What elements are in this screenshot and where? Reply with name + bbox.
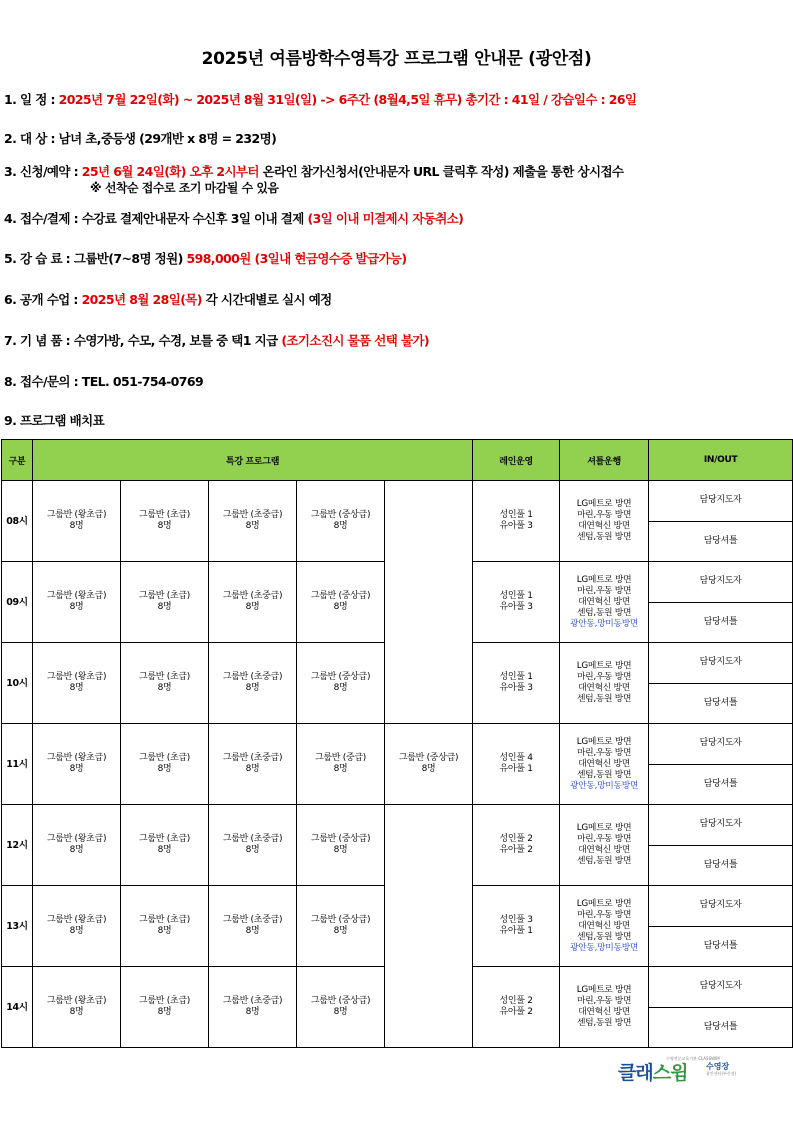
group-name: 그룹반 (초중급) [222, 591, 283, 601]
logo-side-text: 수영장 [706, 1062, 730, 1071]
shuttle-line: 마린,우동 방면 [576, 672, 632, 682]
info-gift [4, 331, 789, 349]
info-apply-label: 3. 신청/예약 : [4, 164, 79, 179]
group-name: 그룹반 (중상급) [310, 915, 371, 925]
shuttle-line: 대연혁신 방면 [578, 521, 630, 531]
lane-cell [473, 886, 560, 967]
group-cell [121, 481, 209, 562]
group-name: 그룹반 (왕초급) [46, 672, 107, 682]
shuttle-line: 마린,우동 방면 [576, 747, 632, 758]
time-cell: 11시 [2, 724, 33, 805]
shuttle-line: LG메트로 방면 [576, 985, 632, 995]
group-cell [209, 643, 297, 724]
group-capacity: 8명 [245, 845, 260, 855]
group-cell [121, 886, 209, 967]
group-cell [121, 967, 209, 1048]
shuttle-line: 마린,우동 방면 [576, 909, 632, 920]
group-capacity: 8명 [157, 764, 172, 774]
info-gift-value: 수영가방, 수모, 수경, 보틀 중 택1 지급 [73, 333, 282, 348]
group-capacity: 8명 [157, 845, 172, 855]
shuttle-cell [560, 886, 649, 967]
shuttle-cell [560, 562, 649, 643]
group-name: 그룹반 (중상급) [310, 672, 371, 682]
info-apply-value: 온라인 참가신청서(안내문자 URL 클릭후 작성) 제출을 통한 상시접수 [258, 164, 624, 179]
shuttle-line: 센텀,동원 방면 [576, 607, 632, 618]
header-program: 특강 프로그램 [33, 440, 473, 481]
lane-cell [473, 643, 560, 724]
group-cell [209, 481, 297, 562]
info-open-class [4, 290, 789, 308]
lane-line: 성인풀 4 [499, 753, 533, 763]
time-cell: 08시 [2, 481, 33, 562]
logo-text: 클래스윔 [618, 1062, 688, 1084]
shuttle-line: 마린,우동 방면 [576, 585, 632, 596]
group-capacity: 8명 [69, 845, 84, 855]
shuttle-line: 센텀,동원 방면 [576, 532, 632, 542]
empty-cell [385, 481, 473, 724]
info-open-class-label: 6. 공개 수업 : [4, 292, 78, 307]
info-gift-label: 7. 기 념 품 : [4, 333, 71, 348]
lane-cell [473, 481, 560, 562]
group-capacity: 8명 [157, 602, 172, 612]
group-name: 그룹반 (초급) [139, 672, 190, 682]
group-capacity: 8명 [333, 602, 348, 612]
info-apply [4, 162, 789, 198]
info-contact [4, 372, 789, 390]
group-cell [121, 805, 209, 886]
info-gift-warning: (조기소진시 물품 선택 불가) [281, 333, 430, 348]
info-target [4, 129, 789, 147]
shuttle-cell [560, 967, 649, 1048]
info-payment-label: 4. 접수/결제 : [4, 211, 79, 226]
out-cell: 담당셔틀 [649, 764, 793, 805]
info-open-class-date: 2025년 8월 28일(목) [81, 292, 202, 307]
shuttle-line: LG메트로 방면 [576, 898, 632, 909]
group-cell [209, 886, 297, 967]
group-cell [33, 805, 121, 886]
lane-line: 성인풀 1 [499, 672, 533, 682]
shuttle-line-extra: 광안동,망미동방면 [570, 942, 639, 953]
group-capacity: 8명 [157, 521, 172, 531]
table-row [2, 481, 793, 522]
shuttle-line: 센텀,동원 방면 [576, 856, 632, 866]
group-name: 그룹반 (왕초급) [46, 591, 107, 601]
info-fee [4, 249, 789, 267]
out-cell: 담당셔틀 [649, 1007, 793, 1048]
info-schedule [4, 90, 789, 108]
time-cell: 09시 [2, 562, 33, 643]
group-name: 그룹반 (왕초급) [46, 915, 107, 925]
lane-line: 유아풀 2 [499, 845, 533, 855]
lane-line: 성인풀 3 [499, 915, 533, 925]
group-name: 그룹반 (초급) [139, 753, 190, 763]
group-cell [297, 643, 385, 724]
group-name: 그룹반 (초중급) [222, 834, 283, 844]
group-cell [297, 481, 385, 562]
group-cell [121, 643, 209, 724]
empty-cell [385, 805, 473, 1048]
info-fee-price: 598,000원 (3일내 현금영수증 발급가능) [186, 251, 407, 266]
table-row [2, 805, 793, 846]
group-capacity: 8명 [333, 926, 348, 936]
shuttle-line: LG메트로 방면 [576, 661, 632, 671]
shuttle-line-extra: 광안동,망미동방면 [570, 618, 639, 629]
group-capacity: 8명 [333, 1007, 348, 1017]
group-name: 그룹반 (중상급) [310, 510, 371, 520]
shuttle-cell [560, 481, 649, 562]
group-capacity: 8명 [333, 845, 348, 855]
group-name: 그룹반 (초중급) [222, 510, 283, 520]
group-cell [209, 805, 297, 886]
shuttle-line: LG메트로 방면 [576, 574, 632, 585]
time-cell: 14시 [2, 967, 33, 1048]
group-name: 그룹반 (초중급) [222, 915, 283, 925]
group-cell [297, 562, 385, 643]
lane-line: 유아풀 2 [499, 1007, 533, 1017]
table-heading: 9. 프로그램 배치표 [4, 413, 105, 428]
shuttle-line: LG메트로 방면 [576, 823, 632, 833]
group-name: 그룹반 (초급) [139, 915, 190, 925]
group-name: 그룹반 (중급) [315, 753, 366, 763]
group-name: 그룹반 (초급) [139, 591, 190, 601]
out-cell: 담당셔틀 [649, 602, 793, 643]
shuttle-line: LG메트로 방면 [576, 499, 632, 509]
out-cell: 담당셔틀 [649, 926, 793, 967]
group-capacity: 8명 [157, 683, 172, 693]
lane-line: 성인풀 2 [499, 996, 533, 1006]
info-payment [4, 209, 789, 227]
time-cell: 13시 [2, 886, 33, 967]
in-cell: 담당지도자 [649, 967, 793, 1008]
info-target-label: 2. 대 상 : [4, 131, 55, 146]
lane-line: 성인풀 1 [499, 591, 533, 601]
group-capacity: 8명 [333, 683, 348, 693]
in-cell: 담당지도자 [649, 805, 793, 846]
info-apply-note: ※ 선착순 접수로 조기 마감될 수 있음 [90, 181, 279, 195]
header-shuttle: 셔틀운행 [560, 440, 649, 481]
group-cell [209, 562, 297, 643]
group-name: 그룹반 (초급) [139, 996, 190, 1006]
shuttle-cell [560, 643, 649, 724]
logo-small-text: 수영전문교육기관 CLASSWIM [666, 1056, 720, 1061]
group-name: 그룹반 (중상급) [310, 834, 371, 844]
shuttle-cell [560, 724, 649, 805]
shuttle-cell [560, 805, 649, 886]
out-cell: 담당셔틀 [649, 521, 793, 562]
group-cell [121, 562, 209, 643]
brand-logo [618, 1055, 768, 1084]
group-capacity: 8명 [157, 926, 172, 936]
group-cell [33, 724, 121, 805]
program-table [1, 439, 793, 1048]
shuttle-line: 대연혁신 방면 [578, 1007, 630, 1017]
out-cell: 담당셔틀 [649, 683, 793, 724]
group-capacity: 8명 [333, 521, 348, 531]
info-payment-warning: (3일 이내 미결제시 자동취소) [307, 211, 464, 226]
shuttle-line-extra: 광안동,망미동방면 [570, 780, 639, 791]
group-name: 그룹반 (중상급) [310, 591, 371, 601]
lane-line: 유아풀 3 [499, 602, 533, 612]
group-capacity: 8명 [245, 602, 260, 612]
info-schedule-value: 2025년 7월 22일(화) ~ 2025년 8월 31일(일) -> 6주간 (8월4,5일 휴무) 총기간 : 41일 / 강습일수 : 26일 [58, 92, 637, 107]
group-cell [33, 643, 121, 724]
shuttle-line: 센텀,동원 방면 [576, 769, 632, 780]
lane-line: 성인풀 1 [499, 510, 533, 520]
in-cell: 담당지도자 [649, 724, 793, 765]
shuttle-line: 마린,우동 방면 [576, 510, 632, 520]
info-apply-date: 25년 6월 24일(화) 오후 2시부터 [81, 164, 259, 179]
shuttle-line: 대연혁신 방면 [578, 845, 630, 855]
group-cell [385, 724, 473, 805]
lane-line: 유아풀 1 [499, 926, 533, 936]
lane-cell [473, 967, 560, 1048]
in-cell: 담당지도자 [649, 481, 793, 522]
group-name: 그룹반 (중상급) [398, 753, 459, 763]
info-contact-value: TEL. 051-754-0769 [81, 374, 204, 389]
shuttle-line: 대연혁신 방면 [578, 596, 630, 607]
in-cell: 담당지도자 [649, 562, 793, 603]
group-name: 그룹반 (왕초급) [46, 510, 107, 520]
group-capacity: 8명 [245, 764, 260, 774]
shuttle-line: 센텀,동원 방면 [576, 694, 632, 704]
in-cell: 담당지도자 [649, 886, 793, 927]
group-capacity: 8명 [333, 764, 348, 774]
lane-line: 유아풀 3 [499, 683, 533, 693]
group-cell [33, 967, 121, 1048]
group-capacity: 8명 [69, 1007, 84, 1017]
group-capacity: 8명 [157, 1007, 172, 1017]
group-capacity: 8명 [245, 926, 260, 936]
group-name: 그룹반 (중상급) [310, 996, 371, 1006]
lane-line: 유아풀 1 [499, 764, 533, 774]
in-cell: 담당지도자 [649, 643, 793, 684]
shuttle-line: 마린,우동 방면 [576, 834, 632, 844]
lane-line: 유아풀 3 [499, 521, 533, 531]
shuttle-line: 대연혁신 방면 [578, 758, 630, 769]
group-capacity: 8명 [69, 521, 84, 531]
shuttle-line: 센텀,동원 방면 [576, 931, 632, 942]
info-schedule-label: 1. 일 정 : [4, 92, 55, 107]
info-payment-value: 수강료 결제안내문자 수신후 3일 이내 결제 [81, 211, 308, 226]
info-fee-label: 5. 강 습 료 : [4, 251, 71, 266]
shuttle-line: 대연혁신 방면 [578, 920, 630, 931]
group-name: 그룹반 (초중급) [222, 672, 283, 682]
out-cell: 담당셔틀 [649, 845, 793, 886]
group-name: 그룹반 (초중급) [222, 753, 283, 763]
group-capacity: 8명 [245, 683, 260, 693]
group-capacity: 8명 [69, 926, 84, 936]
group-name: 그룹반 (초급) [139, 834, 190, 844]
group-cell [297, 805, 385, 886]
group-capacity: 8명 [69, 764, 84, 774]
info-open-class-value: 각 시간대별로 실시 예정 [201, 292, 332, 307]
group-cell [297, 724, 385, 805]
info-target-value: 남녀 초,중등생 (29개반 x 8명 = 232명) [58, 131, 277, 146]
shuttle-line: 대연혁신 방면 [578, 683, 630, 693]
group-cell [209, 724, 297, 805]
shuttle-line: LG메트로 방면 [576, 736, 632, 747]
group-cell [33, 481, 121, 562]
group-cell [33, 886, 121, 967]
time-cell: 12시 [2, 805, 33, 886]
group-cell [297, 967, 385, 1048]
lane-cell [473, 562, 560, 643]
logo-small-text-2: 광안센터(부산점) [706, 1071, 737, 1076]
group-name: 그룹반 (왕초급) [46, 753, 107, 763]
group-capacity: 8명 [69, 683, 84, 693]
time-cell: 10시 [2, 643, 33, 724]
lane-cell [473, 805, 560, 886]
header-lane: 레인운영 [473, 440, 560, 481]
group-cell [297, 886, 385, 967]
group-name: 그룹반 (왕초급) [46, 996, 107, 1006]
info-fee-value: 그룹반(7~8명 정원) [73, 251, 187, 266]
group-cell [209, 967, 297, 1048]
group-capacity: 8명 [245, 521, 260, 531]
group-capacity: 8명 [245, 1007, 260, 1017]
info-contact-label: 8. 접수/문의 : [4, 374, 79, 389]
shuttle-line: 마린,우동 방면 [576, 996, 632, 1006]
table-row [2, 724, 793, 765]
lane-cell [473, 724, 560, 805]
header-inout: IN/OUT [649, 440, 793, 481]
page-title: 2025년 여름방학수영특강 프로그램 안내문 (광안점) [201, 49, 592, 69]
group-name: 그룹반 (왕초급) [46, 834, 107, 844]
group-capacity: 8명 [421, 764, 436, 774]
group-name: 그룹반 (초중급) [222, 996, 283, 1006]
table-header-row [2, 440, 793, 481]
lane-line: 성인풀 2 [499, 834, 533, 844]
group-cell [33, 562, 121, 643]
header-category: 구분 [2, 440, 33, 481]
group-cell [121, 724, 209, 805]
shuttle-line: 센텀,동원 방면 [576, 1018, 632, 1028]
group-capacity: 8명 [69, 602, 84, 612]
group-name: 그룹반 (초급) [139, 510, 190, 520]
